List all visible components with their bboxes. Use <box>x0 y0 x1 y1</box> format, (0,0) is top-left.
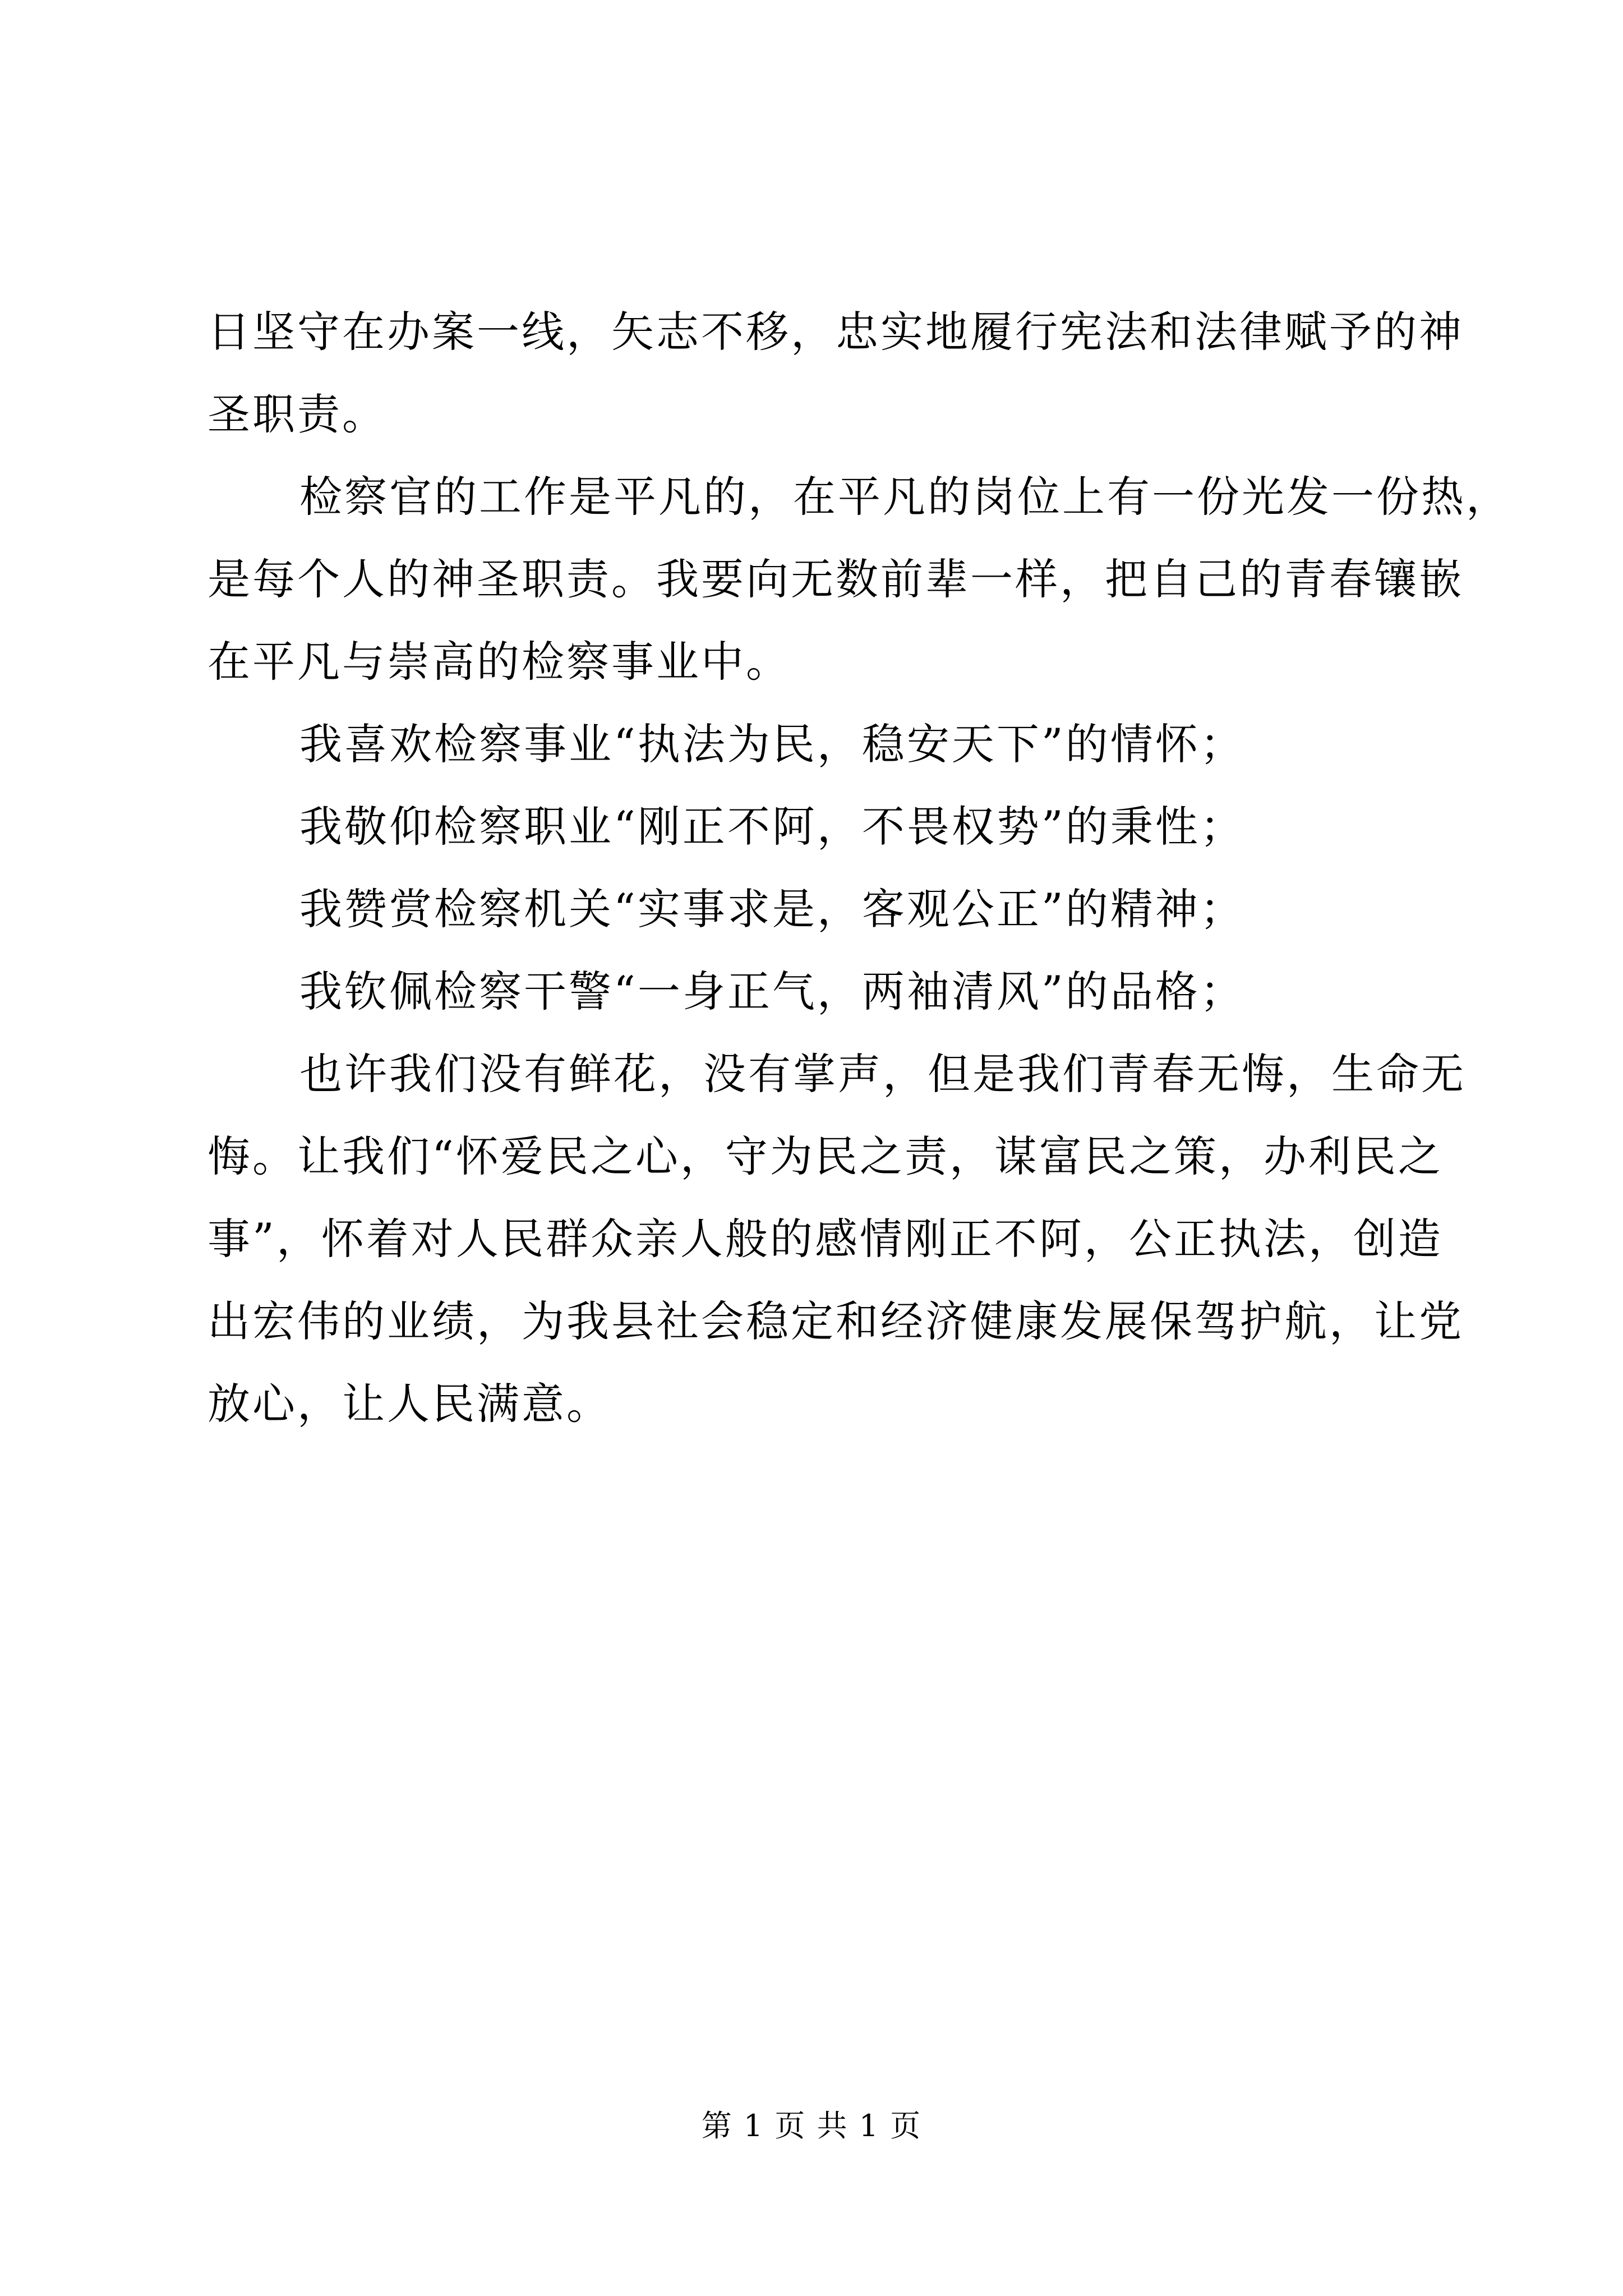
text-line: 悔。让我们“怀爱民之心，守为民之责，谋富民之策，办利民之 <box>208 1131 1443 1181</box>
text-line: 事”，怀着对人民群众亲人般的感情刚正不阿，公正执法，创造 <box>208 1214 1443 1264</box>
paragraph-start-line: 我钦佩检察干警“一身正气，两袖清风”的品格； <box>299 967 1245 1016</box>
text-line: 是每个人的神圣职责。我要向无数前辈一样，把自己的青春镶嵌 <box>208 554 1464 604</box>
text-line: 日坚守在办案一线，矢志不移，忠实地履行宪法和法律赋予的神 <box>208 307 1464 357</box>
text-line: 放心，让人民满意。 <box>208 1379 611 1429</box>
paragraph-start-line: 我敬仰检察职业“刚正不阿，不畏权势”的秉性； <box>299 802 1245 852</box>
document-body <box>208 291 1511 1445</box>
text-line: 圣职责。 <box>208 389 387 439</box>
text-line: 出宏伟的业绩，为我县社会稳定和经济健康发展保驾护航，让党 <box>208 1296 1464 1346</box>
paragraph-start-line: 我喜欢检察事业“执法为民，稳安天下”的情怀； <box>299 719 1245 769</box>
paragraph-start-line: 检察官的工作是平凡的，在平凡的岗位上有一份光发一份热， <box>299 472 1511 522</box>
paragraph-start-line: 我赞赏检察机关“实事求是，客观公正”的精神； <box>299 884 1245 934</box>
text-line: 在平凡与崇高的检察事业中。 <box>208 637 791 687</box>
page-number: 第 1 页 共 1 页 <box>701 2108 922 2143</box>
paragraph-start-line: 也许我们没有鲜花，没有掌声，但是我们青春无悔，生命无 <box>299 1049 1466 1099</box>
